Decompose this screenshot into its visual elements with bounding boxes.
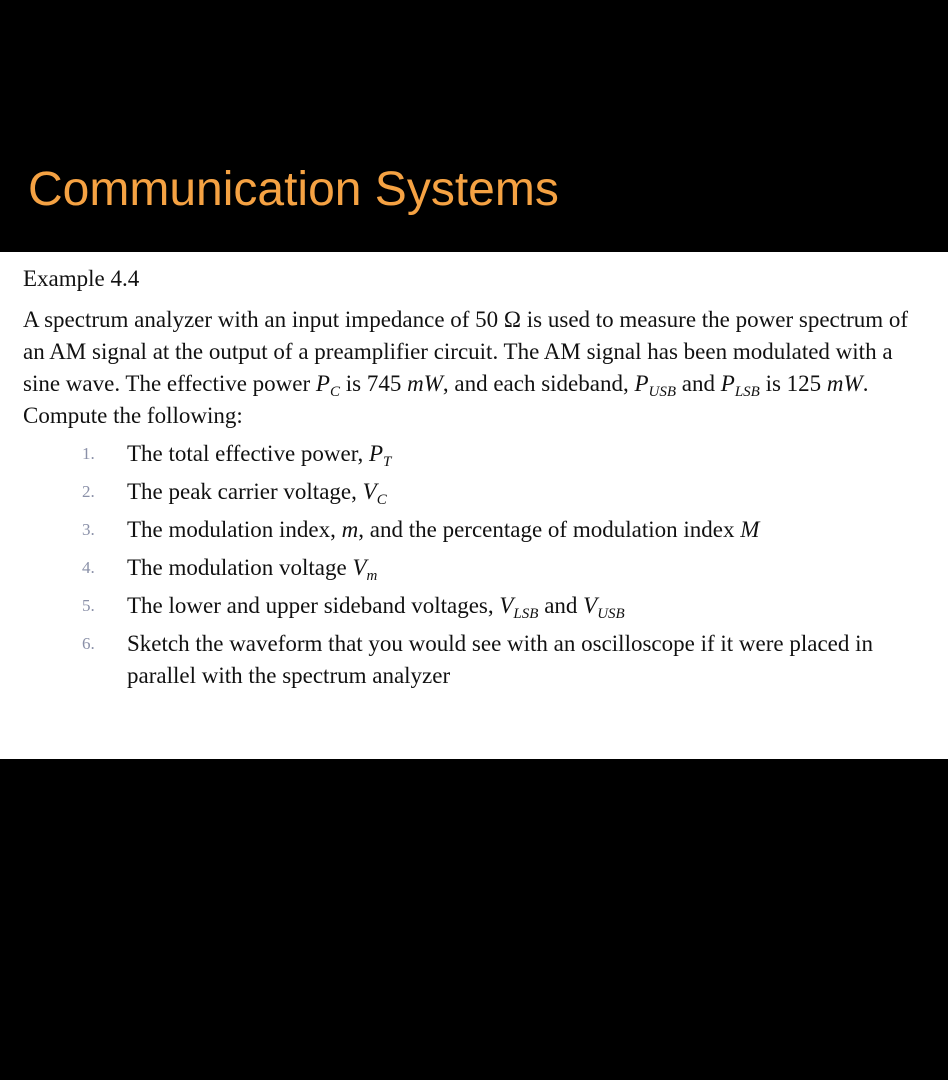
slide-title: Communication Systems xyxy=(28,163,559,216)
list-item: 2. The peak carrier voltage, $V_C$ xyxy=(0,476,948,508)
list-number: 6. xyxy=(82,634,95,653)
list-item: 4. The modulation voltage $V_m$ xyxy=(0,552,948,584)
problem-statement: A spectrum analyzer with an input impedance of 50 Ω is used to measure the power spectrum of an AM signal at the output of a preamplifier circuit. The AM signal has been modulated with a sine wave. The effective power $P_C$ is 745 mW, and each sideband, $P_{USB}$ and $P_{LSB}$ is 125 mW. Compute the following: xyxy=(23,307,909,428)
list-number: 4. xyxy=(82,558,95,577)
list-item: 5. The lower and upper sideband voltages, $V_{LSB}$ and $V_{USB}$ xyxy=(0,590,948,622)
problem-panel xyxy=(0,252,948,759)
list-number: 5. xyxy=(82,596,95,615)
list-item: 1. The total effective power, $P_T$ xyxy=(0,438,948,470)
list-number: 2. xyxy=(82,482,95,501)
question-list xyxy=(0,438,948,698)
example-heading: Example 4.4 xyxy=(23,266,140,291)
list-number: 1. xyxy=(82,444,95,463)
list-item: 6. Sketch the waveform that you would see with an oscilloscope if it were placed in parallel with the spectrum analyzer xyxy=(0,628,948,692)
list-number: 3. xyxy=(82,520,95,539)
list-item: 3. The modulation index, m, and the percentage of modulation index M xyxy=(0,514,948,546)
